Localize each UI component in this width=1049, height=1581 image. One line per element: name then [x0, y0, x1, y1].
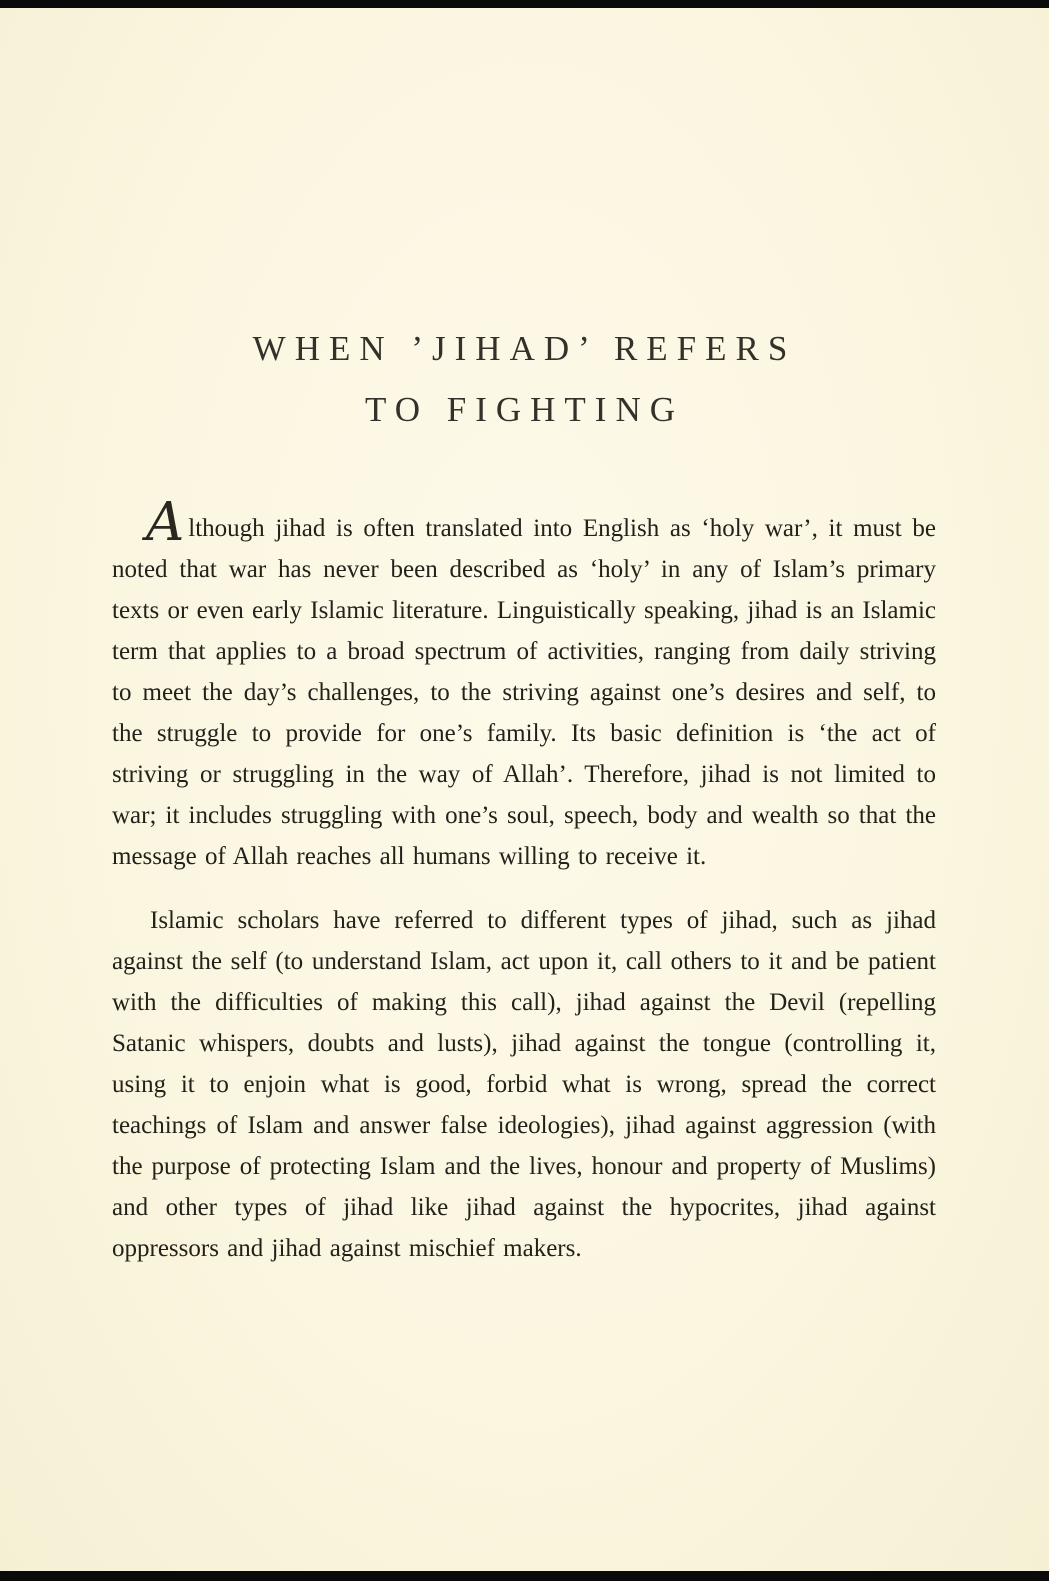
dropcap-letter: A — [146, 492, 185, 553]
paragraph-1 — [112, 492, 936, 877]
chapter-title — [0, 318, 1049, 440]
body-text-block — [112, 492, 936, 1269]
chapter-title-line1: WHEN ’JIHAD’ REFERS — [252, 329, 797, 368]
paragraph-2: Islamic scholars have referred to different types of jihad, such as jihad against the self (to understand Islam, act upon it, call others to it and be patient with the difficulties of making this call), jihad against the Devil (repelling Satanic whispers, doubts and lusts), jihad against the tongue (controlling it, using it to enjoin what is good, forbid what is wrong, spread the correct teachings of Islam and answer false ideologies), jihad against aggression (with the purpose of protecting Islam and the lives, honour and property of Muslims) and other types of jihad like jihad against the hypocrites, jihad against oppressors and jihad against mischief makers. — [112, 907, 936, 1262]
scan-artifact-top-bar — [0, 0, 1049, 8]
chapter-title-line2: TO FIGHTING — [364, 390, 685, 429]
scan-artifact-bottom-bar — [0, 1571, 1049, 1581]
paragraph-1-text: lthough jihad is often translated into English as ‘holy war’, it must be noted that war has never been described as ‘holy’ in any of Islam’s primary texts or even early Islamic literature. Linguistically speaking, jihad is an Islamic term that applies to a broad spectrum of activities, ranging from daily striving to meet the day’s challenges, to the striving against one’s desires and self, to the struggle to provide for one’s family. Its basic definition is ‘the act of striving or struggling in the way of Allah’. Therefore, jihad is not limited to war; it includes struggling with one’s soul, speech, body and wealth so that the message of Allah reaches all humans willing to receive it. — [112, 515, 936, 870]
